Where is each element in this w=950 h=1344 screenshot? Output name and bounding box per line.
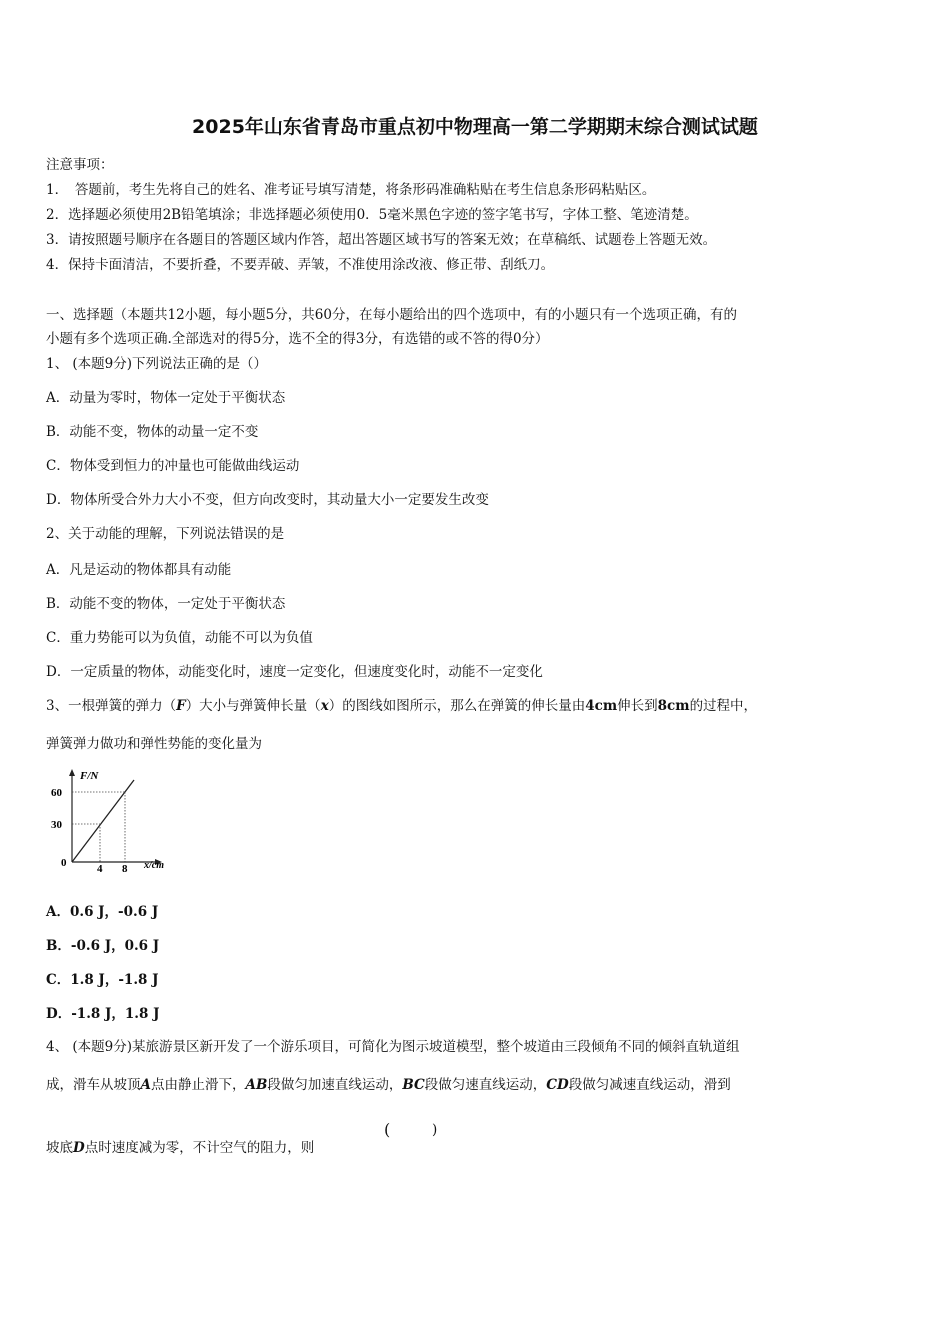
spring-force-graph xyxy=(46,766,176,876)
question-1-option-b: B．动能不变，物体的动量一定不变 xyxy=(46,424,259,440)
question-3-stem-line2: 弹簧弹力做功和弹性势能的变化量为 xyxy=(46,736,262,752)
question-1-option-a: A．动量为零时，物体一定处于平衡状态 xyxy=(46,390,286,406)
q3-symbol-f: F xyxy=(176,698,186,714)
q4-segment-cd: CD xyxy=(546,1077,569,1093)
q4-text: 段做匀速直线运动， xyxy=(424,1077,547,1093)
question-2-option-c: C．重力势能可以为负值，动能不可以为负值 xyxy=(46,630,313,646)
question-2-option-d: D．一定质量的物体，动能变化时，速度一定变化，但速度变化时，动能不一定变化 xyxy=(46,664,543,680)
notice-item: 2．选择题必须使用2B铅笔填涂；非选择题必须使用0．5毫米黑色字迹的签字笔书写，字体工整、笔迹清楚。 xyxy=(46,207,698,223)
graph-origin-label: 0 xyxy=(61,857,67,869)
graph-x-tick: 8 xyxy=(122,863,128,875)
notice-item: 1． 答题前，考生先将自己的姓名、准考证号填写清楚，将条形码准确粘贴在考生信息条形码粘贴区。 xyxy=(46,182,656,198)
q4-segment-ab: AB xyxy=(245,1077,268,1093)
q4-point-a: A xyxy=(140,1077,151,1093)
question-1-option-c: C．物体受到恒力的冲量也可能做曲线运动 xyxy=(46,458,300,474)
question-2-stem: 2、关于动能的理解，下列说法错误的是 xyxy=(46,526,285,542)
q4-segment-bc: BC xyxy=(402,1077,425,1093)
question-3-stem xyxy=(46,694,757,714)
q4-text: 点时速度减为零，不计空气的阻力，则 xyxy=(84,1140,315,1156)
q4-text: 坡底 xyxy=(46,1140,73,1156)
page-title: 2025年山东省青岛市重点初中物理高一第二学期期末综合测试试题 xyxy=(192,116,758,138)
q3-symbol-x: x xyxy=(320,698,329,714)
q4-text: 点由静止滑下， xyxy=(150,1077,246,1093)
q3-value-4cm: 4cm xyxy=(585,698,618,714)
q3-stem-part: 伸长到 xyxy=(617,698,658,714)
q3-stem-part: 3、一根弹簧的弹力（ xyxy=(46,698,177,714)
question-3-option-a: A．0.6 J，-0.6 J xyxy=(46,904,159,920)
q4-text: 成，滑车从坡顶 xyxy=(46,1077,141,1093)
q3-stem-part: ）大小与弹簧伸长量（ xyxy=(185,698,321,714)
question-4-stem-line2 xyxy=(46,1073,731,1093)
section-instructions: 小题有多个选项正确.全部选对的得5分，选不全的得3分，有选错的或不答的得0分） xyxy=(46,331,549,347)
q4-text: 段做匀加速直线运动， xyxy=(267,1077,403,1093)
graph-y-label: F/N xyxy=(80,770,99,782)
graph-y-tick: 60 xyxy=(51,787,62,799)
question-2-option-a: A．凡是运动的物体都具有动能 xyxy=(46,562,232,578)
graph-x-tick: 4 xyxy=(97,863,103,875)
question-4-stem-line3 xyxy=(46,1136,314,1156)
question-3-option-b: B．-0.6 J，0.6 J xyxy=(46,938,160,954)
question-3-option-d: D．-1.8 J，1.8 J xyxy=(46,1006,160,1022)
q3-stem-part: ）的图线如图所示，那么在弹簧的伸长量由 xyxy=(328,698,586,714)
question-1-option-d: D．物体所受合外力大小不变，但方向改变时，其动量大小一定要发生改变 xyxy=(46,492,489,508)
answer-paren-close: ) xyxy=(432,1122,438,1138)
q4-point-d: D xyxy=(73,1140,85,1156)
q3-stem-part: 的过程中， xyxy=(689,698,758,714)
q4-text: 段做匀减速直线运动，滑到 xyxy=(568,1077,731,1093)
question-1-stem: 1、 (本题9分)下列说法正确的是（） xyxy=(46,356,268,372)
notice-item: 4．保持卡面清洁，不要折叠，不要弄破、弄皱，不准使用涂改液、修正带、刮纸刀。 xyxy=(46,257,555,273)
question-3-option-c: C．1.8 J，-1.8 J xyxy=(46,972,159,988)
notice-heading: 注意事项： xyxy=(46,157,114,173)
question-4-stem: 4、 (本题9分)某旅游景区新开发了一个游乐项目，可简化为图示坡道模型，整个坡道由三段倾角不同的倾斜直轨道组 xyxy=(46,1039,740,1055)
question-2-option-b: B．动能不变的物体，一定处于平衡状态 xyxy=(46,596,286,612)
graph-y-tick: 30 xyxy=(51,819,62,831)
section-instructions: 一、选择题（本题共12小题，每小题5分，共60分，在每小题给出的四个选项中，有的小题只有一个选项正确，有的 xyxy=(46,307,737,323)
notice-item: 3．请按照题号顺序在各题目的答题区域内作答，超出答题区域书写的答案无效；在草稿纸、试题卷上答题无效。 xyxy=(46,232,717,248)
graph-y-arrow xyxy=(69,769,75,776)
graph-x-label: x/cm xyxy=(144,860,164,871)
answer-paren-open: ( xyxy=(384,1120,391,1139)
q3-value-8cm: 8cm xyxy=(657,698,690,714)
